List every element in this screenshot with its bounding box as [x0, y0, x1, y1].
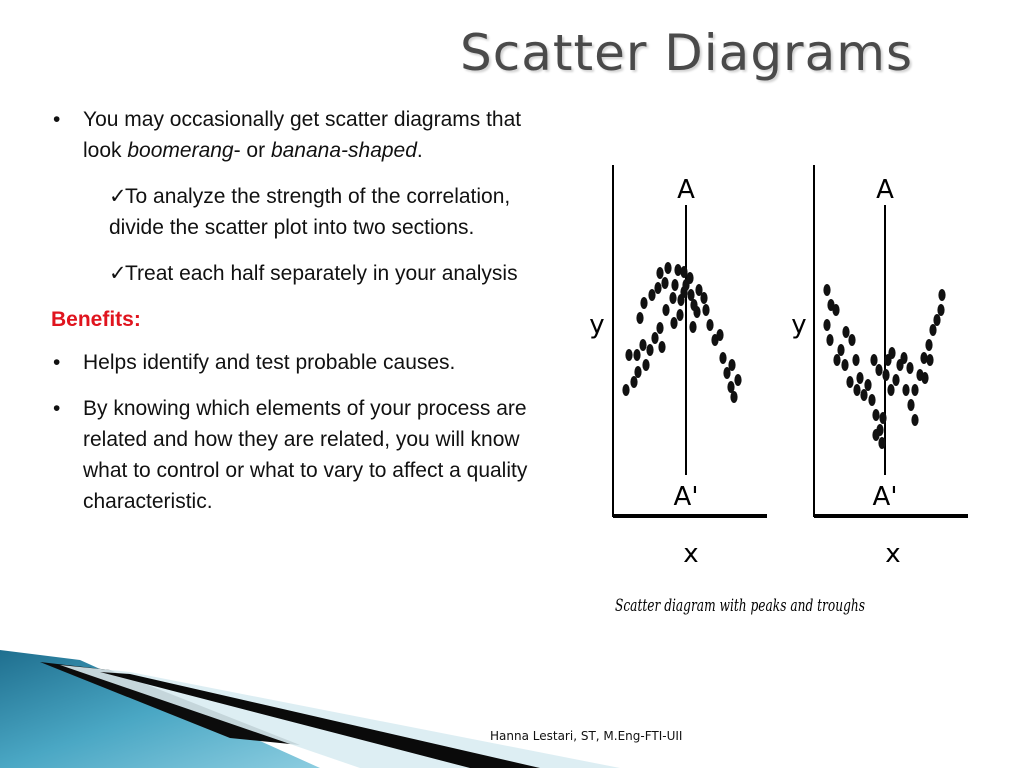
scatter-figure — [580, 150, 980, 630]
left-scatter-point — [670, 317, 677, 329]
bullet1-post: . — [416, 139, 423, 162]
right-scatter-point — [938, 289, 945, 301]
right-scatter-point — [837, 344, 844, 356]
right-scatter-point — [926, 354, 933, 366]
left-scatter-point — [693, 306, 700, 318]
left-scatter-point — [669, 292, 676, 304]
left-scatter-point — [662, 304, 669, 316]
left-scatter-point — [730, 391, 737, 403]
right-scatter-point — [920, 352, 927, 364]
left-scatter-point — [689, 321, 696, 333]
left-scatter-point — [680, 266, 687, 278]
right-scatter-point — [907, 399, 914, 411]
right-scatter-point — [906, 362, 913, 374]
right-scatter-point — [872, 409, 879, 421]
bullet-boomerang — [48, 104, 548, 166]
right-scatter-point — [872, 429, 879, 441]
left-scatter-point — [654, 282, 661, 294]
right-scatter-point — [911, 384, 918, 396]
right-scatter-point — [823, 319, 830, 331]
right-y-label: y — [791, 310, 807, 340]
left-scatter-point — [674, 264, 681, 276]
right-scatter-point — [853, 384, 860, 396]
right-scatter-point — [826, 334, 833, 346]
right-scatter-point — [848, 334, 855, 346]
bullet1-em-boomerang: boomerang — [127, 139, 234, 162]
right-scatter-point — [823, 284, 830, 296]
left-bottom-label: A' — [673, 482, 699, 512]
right-scatter-point — [937, 304, 944, 316]
left-scatter-point — [636, 312, 643, 324]
right-scatter-point — [868, 394, 875, 406]
left-scatter-point — [634, 366, 641, 378]
left-scatter-point — [625, 349, 632, 361]
right-scatter-point — [929, 324, 936, 336]
bullet1-pre: You may occasionally get scatter diagrams that look — [83, 108, 522, 162]
right-scatter-point — [860, 389, 867, 401]
left-scatter-point — [661, 277, 668, 289]
left-scatter-points — [622, 262, 741, 403]
right-scatter-point — [846, 376, 853, 388]
left-scatter-point — [702, 304, 709, 316]
right-scatter-point — [887, 384, 894, 396]
left-scatter-point — [656, 322, 663, 334]
left-scatter-point — [700, 292, 707, 304]
left-scatter-point — [706, 319, 713, 331]
left-scatter-point — [716, 329, 723, 341]
left-x-label: x — [683, 539, 699, 569]
right-scatter-point — [832, 304, 839, 316]
bullet-identify: • Helps identify and test probable causes. — [48, 347, 548, 378]
left-y-label: y — [589, 310, 605, 340]
left-scatter-point — [651, 332, 658, 344]
right-scatter-point — [841, 359, 848, 371]
right-x-label: x — [885, 539, 901, 569]
right-scatter-point — [933, 314, 940, 326]
left-scatter-point — [640, 297, 647, 309]
left-top-label: A — [677, 175, 695, 205]
right-scatter-point — [870, 354, 877, 366]
left-scatter-point — [642, 359, 649, 371]
right-scatter-point — [925, 339, 932, 351]
left-scatter-point — [728, 359, 735, 371]
bullet1-em-banana: banana-shaped — [270, 139, 417, 162]
right-scatter-point — [842, 326, 849, 338]
right-scatter-point — [856, 372, 863, 384]
right-scatter-point — [892, 374, 899, 386]
right-scatter-point — [888, 347, 895, 359]
right-scatter-point — [900, 352, 907, 364]
benefits-heading: Benefits: — [51, 308, 141, 331]
left-scatter-point — [664, 262, 671, 274]
right-scatter-point — [882, 369, 889, 381]
figure-caption: Scatter diagram with peaks and troughs — [615, 596, 866, 616]
right-scatter-point — [921, 372, 928, 384]
check1-text: To analyze the strength of the correlation, divide the scatter plot into two sections. — [109, 185, 511, 239]
left-scatter-point — [734, 374, 741, 386]
right-scatter-point — [902, 384, 909, 396]
left-scatter-point — [656, 267, 663, 279]
right-scatter-point — [878, 437, 885, 449]
left-scatter-point — [648, 289, 655, 301]
left-scatter-point — [622, 384, 629, 396]
left-scatter-point — [686, 272, 693, 284]
bullet-knowing: • By knowing which elements of your process are related and how they are related, you will know what to control or what to vary to affect a quality characteristic. — [48, 393, 548, 517]
check-item-treat: ✓Treat each half separately in your analysis — [109, 262, 518, 285]
footer-author: Hanna Lestari, ST, M.Eng-FTI-UII — [490, 729, 683, 743]
right-top-label: A — [876, 175, 894, 205]
slide-body — [48, 104, 548, 532]
check2-text: Treat each half separately in your analysis — [125, 262, 518, 285]
right-scatter-point — [879, 412, 886, 424]
left-scatter-point — [719, 352, 726, 364]
left-scatter-point — [633, 349, 640, 361]
right-bottom-label: A' — [872, 482, 898, 512]
left-scatter-point — [639, 339, 646, 351]
left-scatter-point — [676, 309, 683, 321]
decorative-wave — [0, 640, 1024, 768]
left-scatter-point — [630, 376, 637, 388]
bullet1-mid: - or — [233, 139, 271, 162]
right-scatter-point — [864, 379, 871, 391]
right-scatter-point — [833, 354, 840, 366]
left-scatter-point — [671, 279, 678, 291]
check-item-analyze: ✓To analyze the strength of the correlation, divide the scatter plot into two sections. — [109, 185, 511, 239]
slide-title: Scatter Diagrams — [460, 24, 914, 82]
left-scatter-point — [658, 341, 665, 353]
right-scatter-point — [911, 414, 918, 426]
scatter-figure-svg — [580, 150, 980, 630]
right-scatter-point — [852, 354, 859, 366]
right-scatter-point — [875, 364, 882, 376]
left-scatter-point — [646, 344, 653, 356]
